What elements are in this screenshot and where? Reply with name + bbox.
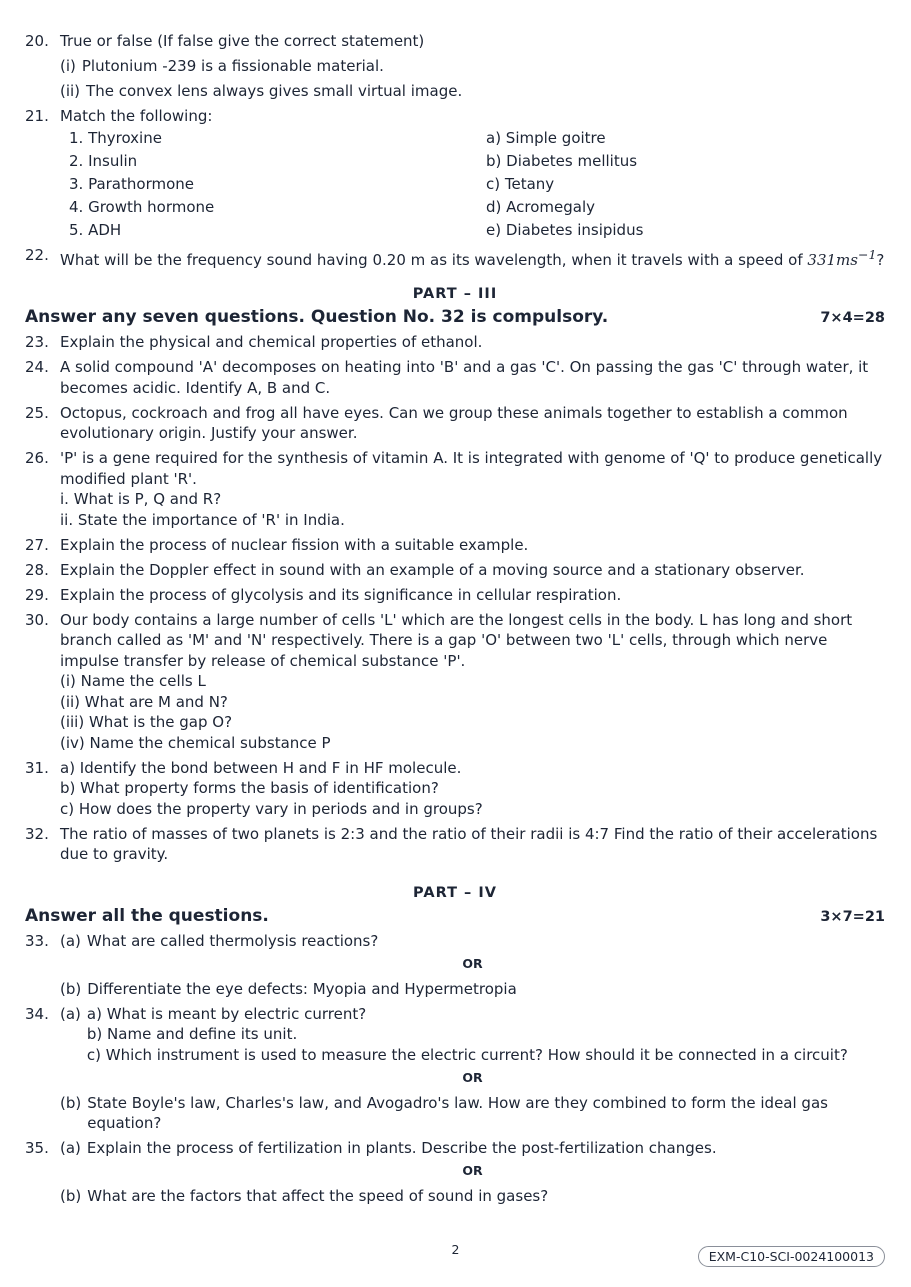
item-label: (i) — [60, 57, 76, 75]
question-text — [60, 758, 885, 820]
question-27 — [25, 535, 885, 556]
part-3-instruction-row — [25, 307, 885, 327]
part-4-title: PART – IV — [413, 884, 497, 901]
match-right: c) Tetany — [486, 174, 555, 193]
question-line: (iii) What is the gap O? — [60, 713, 233, 731]
question-20 — [25, 31, 885, 52]
question-25 — [25, 403, 885, 444]
option-label: (a) — [60, 931, 81, 950]
question-number: 35. — [25, 1139, 49, 1157]
question-number: 34. — [25, 1004, 49, 1023]
question-line: c) How does the property vary in periods and in groups? — [60, 799, 483, 818]
question-line: ii. State the importance of 'R' in India. — [60, 510, 345, 529]
question-line: Explain the physical and chemical properties of ethanol. — [60, 333, 483, 351]
match-right: a) Simple goitre — [486, 128, 606, 147]
question-line: Octopus, cockroach and frog all have eyes. Can we group these animals together to establish a common evolutionary origin. Justify your answer. — [60, 403, 848, 442]
option-text: State Boyle's law, Charles's law, and Avogadro's law. How are they combined to form the ideal gas equation? — [87, 1093, 828, 1132]
option-text — [87, 1004, 885, 1066]
question-text — [60, 357, 885, 398]
part-3-question-list — [25, 332, 885, 865]
question-29 — [25, 585, 885, 606]
question-line: (iv) Name the chemical substance P — [60, 733, 331, 752]
question-34a — [25, 1004, 885, 1066]
question-number: 24. — [25, 358, 49, 376]
option-line: a) What is meant by electric current? — [86, 1004, 367, 1023]
match-row — [25, 173, 885, 196]
question-line: Explain the process of glycolysis and its significance in cellular respiration. — [60, 585, 622, 604]
speed-expression — [807, 246, 877, 269]
question-number: 25. — [25, 403, 49, 422]
question-text-main: What will be the frequency sound having 0.20 m as its wavelength, when it travels with a speed of — [60, 250, 803, 269]
question-line: Our body contains a large number of cells 'L' which are the longest cells in the body. L has long and short branch called as 'M' and 'N' respectively. There is a gap 'O' between two 'L' cells, through which nerve impulse transfer by release of chemical substance 'P'. — [60, 610, 853, 670]
question-text — [60, 535, 885, 556]
match-left: 1. Thyroxine — [69, 128, 162, 147]
exam-page — [25, 31, 885, 1211]
question-end: ? — [876, 250, 885, 269]
match-row — [25, 196, 885, 219]
question-26 — [25, 448, 885, 530]
part-3-instruction: Answer any seven questions. Question No. 32 is compulsory. — [25, 307, 609, 327]
question-21 — [25, 106, 885, 127]
option-label: (a) — [60, 1004, 81, 1023]
question-35b — [25, 1186, 885, 1207]
question-text — [60, 448, 885, 530]
match-row — [25, 219, 885, 242]
question-28 — [25, 560, 885, 581]
question-number: 23. — [25, 333, 49, 351]
question-32 — [25, 824, 885, 865]
item-label: (ii) — [60, 82, 81, 100]
match-left: 2. Insulin — [69, 151, 138, 170]
question-number: 33. — [25, 931, 49, 950]
option-line: b) Name and define its unit. — [86, 1025, 298, 1043]
question-number: 28. — [25, 560, 49, 579]
question-text — [60, 824, 885, 865]
option-text: Explain the process of fertilization in plants. Describe the post-fertilization changes. — [86, 1139, 717, 1157]
part-4-instruction: Answer all the questions. — [25, 905, 269, 926]
item-text: Plutonium -239 is a fissionable material. — [81, 57, 384, 75]
question-number: 30. — [25, 610, 49, 629]
question-text — [60, 585, 885, 606]
option-line: c) Which instrument is used to measure the electric current? How should it be connected in a circuit? — [86, 1045, 848, 1064]
question-line: A solid compound 'A' decomposes on heating into 'B' and a gas 'C'. On passing the gas 'C' through water, it becomes acidic. Identify A, B and C. — [60, 358, 869, 397]
or-separator: OR — [462, 1163, 483, 1178]
part-3-title: PART – III — [412, 286, 498, 302]
question-33a — [25, 931, 885, 952]
option-label: (b) — [60, 1093, 82, 1112]
question-text — [60, 610, 885, 754]
option-text: What are the factors that affect the speed of sound in gases? — [87, 1187, 549, 1205]
question-35a — [25, 1138, 885, 1159]
question-line: (i) Name the cells L — [60, 672, 206, 690]
page-number: 2 — [451, 1242, 460, 1257]
question-line: Explain the Doppler effect in sound with an example of a moving source and a stationary observer. — [60, 560, 805, 579]
question-text — [60, 403, 885, 444]
question-text — [60, 332, 885, 353]
question-24 — [25, 357, 885, 398]
question-number: 22. — [25, 245, 49, 264]
question-line: Explain the process of nuclear fission with a suitable example. — [60, 535, 529, 554]
match-left: 3. Parathormone — [69, 174, 194, 193]
speed-exponent: −1 — [857, 246, 877, 262]
speed-value: 331ms — [807, 250, 858, 269]
question-23 — [25, 332, 885, 353]
question-line: a) Identify the bond between H and F in HF molecule. — [60, 758, 462, 777]
question-33b — [25, 979, 885, 1000]
question-34b — [25, 1093, 885, 1134]
option-label: (b) — [60, 979, 82, 998]
option-label: (a) — [60, 1139, 81, 1157]
option-label: (b) — [60, 1187, 82, 1205]
question-line: The ratio of masses of two planets is 2:3 and the ratio of their radii is 4:7 Find the ratio of their accelerations due to gravity. — [60, 824, 878, 863]
question-number: 32. — [25, 824, 49, 843]
part-4-marks: 3×7=21 — [820, 908, 885, 925]
question-20-item-i — [25, 56, 885, 77]
question-text: Match the following: — [60, 107, 213, 125]
question-30 — [25, 610, 885, 754]
question-line: 'P' is a gene required for the synthesis of vitamin A. It is integrated with genome of 'Q' to produce genetically modified plant 'R'. — [60, 449, 883, 488]
item-text: The convex lens always gives small virtual image. — [86, 82, 463, 100]
question-number: 26. — [25, 449, 49, 467]
part-3-marks: 7×4=28 — [820, 310, 885, 326]
question-text — [60, 245, 885, 271]
match-left: 5. ADH — [69, 220, 122, 239]
option-text: What are called thermolysis reactions? — [86, 931, 379, 950]
question-text: True or false (If false give the correct statement) — [60, 32, 425, 50]
question-20-item-ii — [25, 81, 885, 102]
match-right: e) Diabetes insipidus — [486, 220, 644, 239]
or-separator: OR — [462, 1069, 483, 1085]
option-text: Differentiate the eye defects: Myopia and Hypermetropia — [87, 979, 517, 998]
question-line: (ii) What are M and N? — [60, 692, 228, 711]
match-row — [25, 150, 885, 173]
part-4-instruction-row — [25, 906, 885, 926]
question-31 — [25, 758, 885, 820]
question-text — [60, 560, 885, 581]
question-number: 20. — [25, 32, 49, 50]
match-row — [25, 127, 885, 150]
or-separator: OR — [462, 955, 483, 971]
question-line: b) What property forms the basis of identification? — [60, 779, 439, 797]
match-left: 4. Growth hormone — [69, 197, 215, 216]
question-number: 29. — [25, 585, 49, 604]
question-number: 27. — [25, 535, 49, 554]
match-right: b) Diabetes mellitus — [486, 151, 638, 170]
question-number: 31. — [25, 758, 49, 777]
question-line: i. What is P, Q and R? — [60, 490, 222, 508]
exam-code-badge: EXM-C10-SCI-0024100013 — [698, 1246, 885, 1267]
question-22 — [25, 245, 885, 271]
match-right: d) Acromegaly — [486, 197, 595, 216]
question-number: 21. — [25, 107, 49, 125]
